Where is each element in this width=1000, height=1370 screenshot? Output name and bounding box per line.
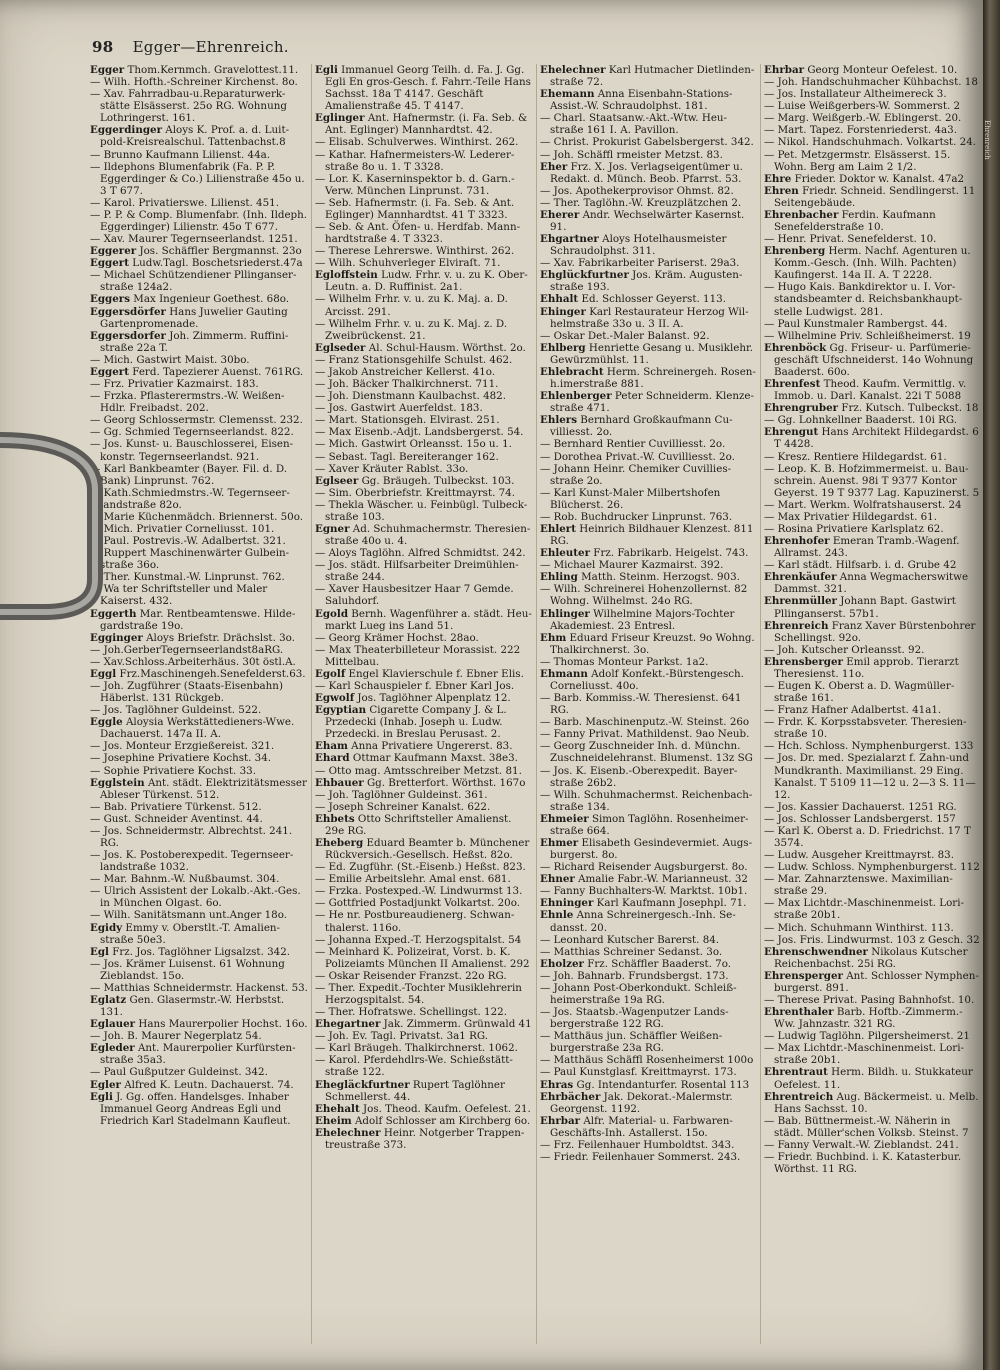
directory-entry: Ehhalt Ed. Schlosser Geyerst. 113. bbox=[540, 293, 726, 306]
directory-entry: Ehelechner Karl Hutmacher Dietlinden-straße 72. bbox=[540, 64, 755, 89]
directory-entry: Ehre Frieder. Doktor w. Kanalst. 47a2 bbox=[764, 172, 965, 185]
directory-entry: — Frzka. Postexped.-W. Lindwurmst 13. bbox=[315, 885, 523, 898]
directory-entry: Eham Anna Privatiere Ungererst. 83. bbox=[315, 740, 513, 753]
directory-entry: — Karl Bräugeh. Thalkirchnerst. 1062. bbox=[315, 1042, 518, 1055]
directory-entry: — Ther. Expedit.-Tochter Musiklehrerin Herzogspitalst. 54. bbox=[315, 981, 522, 1007]
directory-entry: — Therese Privat. Pasing Bahnhofst. 10. bbox=[764, 994, 975, 1007]
directory-entry: — Joh. Handschuhmacher Kühbachst. 18 bbox=[764, 76, 978, 89]
directory-entry: — Gottfried Postadjunkt Volkartst. 20o. bbox=[315, 897, 521, 910]
directory-entry: — Seb. Hafnermstr. (i. Fa. Seb. & Ant. Eglinger) Mannhardtst. 41 T 3323. bbox=[315, 196, 515, 221]
directory-entry: Ehrenhofer Emeran Tramb.-Wagenf. Allramst. 243. bbox=[764, 535, 960, 560]
directory-entry: — Ther. Kunstmal.-W. Linprunst. 762. bbox=[90, 571, 285, 584]
directory-entry: Eholzer Frz. Schäffler Baaderst. 7o. bbox=[540, 957, 732, 970]
directory-entry: — Xav.Schloss.Arbeiterhäus. 30t östl.A. bbox=[90, 655, 296, 668]
directory-entry: Ehrenkäufer Anna Wegmacherswitwe Dammst. 321. bbox=[764, 571, 969, 596]
directory-entry: Eggersdörfer Hans Juwelier Gauting Gartenpromenade. bbox=[90, 305, 288, 330]
directory-entry: — Wilh. Schuhmachermst. Reichenbach-straße 134. bbox=[540, 788, 753, 813]
directory-entry: — Wa ter Schriftsteller und Maler Kaiserst. 432. bbox=[90, 583, 268, 608]
directory-entry: — Joh.GerberTegernseerlandst8aRG. bbox=[90, 643, 284, 656]
column-divider bbox=[536, 64, 537, 1344]
directory-entry: Ehmann Adolf Konfekt.-Bürstengesch. Corneliusst. 40o. bbox=[540, 667, 744, 692]
directory-entry: Eggert Ludw.Tagl. Boschetsriederst.47a bbox=[90, 257, 303, 270]
directory-entry: — Max Eisenb.-Adjt. Landsbergerst. 54. bbox=[315, 426, 524, 439]
directory-entry: — Frdr. K. Korpsstabsveter. Theresien-straße 10. bbox=[764, 716, 967, 741]
directory-entry: — Xav. Maurer Tegernseerlandst. 1251. bbox=[90, 233, 298, 246]
directory-entry: Egwolf Jos. Taglöhner Alpenplatz 12. bbox=[315, 692, 511, 705]
directory-entry: Ehlberg Henriette Gesang u. Musiklehr. Gewürzmühlst. 11. bbox=[540, 341, 754, 366]
directory-entry: Ehelechner Heinr. Notgerber Trappen-treustraße 373. bbox=[315, 1126, 525, 1151]
directory-entry: — Mich. Gastwirt Maist. 30bo. bbox=[90, 353, 250, 366]
directory-entry: — Josephine Privatiere Kochst. 34. bbox=[90, 752, 272, 765]
directory-entry: — Sim. Oberbriefstr. Kreittmayrst. 74. bbox=[315, 486, 516, 499]
directory-entry: — Meinhard K. Polizeirat, Vorst. b. K. Polizeiamts München II Amalienst. 292 bbox=[315, 945, 530, 970]
directory-entry: Eher Frz. X. Jos. Verlagseigentümer u. Redakt. d. Münch. Beob. Pfarrst. 53. bbox=[540, 160, 743, 185]
directory-entry: — Karl städt. Hilfsarb. i. d. Grube 42 bbox=[764, 559, 957, 572]
directory-entry: Ehard Ottmar Kaufmann Maxst. 38e3. bbox=[315, 752, 518, 765]
directory-entry: — Bab. Büttnermeist.-W. Näherin in städt. Müller'schen Volksb. Steinst. 7 bbox=[764, 1114, 969, 1139]
directory-entry: Egloffstein Ludw. Frhr. v. u. zu K. Ober-Leutn. a. D. Ruffinist. 2a1. bbox=[315, 269, 528, 294]
directory-entry: Eggerer Jos. Schäffler Bergmannst. 23o bbox=[90, 245, 302, 258]
directory-entry: Egidy Emmy v. Oberstlt.-T. Amalien-straße 50e3. bbox=[90, 921, 281, 946]
directory-entry: — Jos. Kunst- u. Bauschlosserei, Eisen-konstr. Tegernseerlandst. 921. bbox=[90, 438, 294, 463]
directory-entry: — Frz. Privatier Kazmairst. 183. bbox=[90, 378, 259, 391]
paper-clip-icon bbox=[0, 430, 135, 620]
directory-entry: — Jos. Krämer Luisenst. 61 Wohnung Zieblandst. 15o. bbox=[90, 957, 285, 982]
directory-entry: — Jos. städt. Hilfsarbeiter Dreimühlen-straße 244. bbox=[315, 559, 519, 584]
directory-entry: — Matthäus Schäffl Rosenheimerst 100o bbox=[540, 1054, 754, 1067]
directory-entry: Ehner Amalie Fabr.-W. Marianneust. 32 bbox=[540, 873, 748, 886]
directory-entry: — Pet. Metzgermstr. Elsässerst. 15. Wohn. Berg am Laim 2 1/2. bbox=[764, 148, 951, 173]
directory-entry: Ehbauer Gg. Bretterfort. Wörthst. 167o bbox=[315, 776, 526, 789]
directory-entry: — Joseph Schreiner Kanalst. 622. bbox=[315, 800, 491, 813]
directory-entry: — Johann Post-Oberkondukt. Schleiß-heimerstraße 19a RG. bbox=[540, 981, 737, 1007]
directory-entry: — Friedr. Feilenhauer Sommerst. 243. bbox=[540, 1151, 741, 1164]
directory-entry: — Jos. Schlosser Landsbergerst. 157 bbox=[764, 812, 956, 825]
directory-entry: Ehrenböck Gg. Friseur- u. Parfümerie-geschäft Ufschneiderst. 14o Wohnung Baaderst. 60o. bbox=[764, 341, 974, 378]
directory-entry: — Rob. Buchdrucker Linprunst. 763. bbox=[540, 510, 733, 523]
directory-entry: — Joh. Bahnarb. Frundsbergst. 173. bbox=[540, 969, 729, 982]
directory-entry: Ehinger Karl Restaurateur Herzog Wil-helmstraße 33o u. 3 II. A. bbox=[540, 305, 749, 330]
directory-entry: Egolf Engel Klavierschule f. Ebner Elis. bbox=[315, 667, 524, 680]
directory-entry: Ehgartner Aloys Hotelhausmeister Schraudolphst. 311. bbox=[540, 233, 727, 258]
directory-entry: Ehglückfurtner Jos. Kräm. Augusten-straße 193. bbox=[540, 269, 743, 294]
directory-entry: — Jos. Staatsb.-Wagenputzer Lands-bergerstraße 122 RG. bbox=[540, 1006, 729, 1031]
directory-entry: — Mich. Schuhmann Winthirst. 113. bbox=[764, 921, 954, 934]
directory-entry: — Joh. Taglöhner Guldeinst. 361. bbox=[315, 788, 488, 801]
directory-entry: Ehegläckfurtner Rupert Taglöhner Schmellerst. 44. bbox=[315, 1078, 505, 1103]
directory-entry: — He nr. Postbureaudienerg. Schwan-thalerst. 116o. bbox=[315, 909, 515, 934]
directory-entry: — Paul Kunstglasf. Kreittmayrst. 173. bbox=[540, 1066, 737, 1079]
directory-entry: — Max Privatier Hildegardst. 61. bbox=[764, 510, 937, 523]
directory-entry: — Karol. Privatierswe. Lilienst. 451. bbox=[90, 196, 279, 209]
directory-entry: — Xaver Kräuter Rablst. 33o. bbox=[315, 462, 469, 475]
directory-entry: Egli J. Gg. offen. Handelsges. Inhaber Immanuel Georg Andreas Egli und Friedrich Karl Stadelmann Kaufleut. bbox=[90, 1090, 291, 1127]
directory-entry: Ehling Matth. Steinm. Herzogst. 903. bbox=[540, 571, 740, 584]
directory-entry: — Gg. Lohnkellner Baaderst. 10i RG. bbox=[764, 414, 958, 427]
directory-entry: — Barb. Maschinenputz.-W. Steinst. 26o bbox=[540, 716, 750, 729]
column-2 bbox=[315, 64, 533, 1354]
directory-entry: Eherer Andr. Wechselwärter Kasernst. 91. bbox=[540, 208, 745, 234]
directory-entry: — Kathar. Hafnermeisters-W. Lederer-straße 8o u. 1. T 3328. bbox=[315, 148, 515, 173]
directory-entry: — Ther. Taglöhn.-W. Kreuzplätzchen 2. bbox=[540, 196, 742, 209]
directory-entry: — Wilh. Sanitätsmann unt.Anger 18o. bbox=[90, 909, 288, 922]
edge-text: Ehrenreich bbox=[983, 120, 991, 160]
directory-entry: Ehlinger Wilhelmine Majors-Tochter Akademiest. 23 Entresl. bbox=[540, 607, 735, 632]
directory-entry: — Michael Schützendiener Pllinganser-straße 124a2. bbox=[90, 269, 297, 294]
directory-entry: — Jos. Gastwirt Auerfeldst. 183. bbox=[315, 402, 483, 415]
directory-entry: Ehm Eduard Friseur Kreuzst. 9o Wohng. Thalkirchnerst. 3o. bbox=[540, 631, 755, 656]
directory-entry: — Hch. Schloss. Nymphenburgerst. 133 bbox=[764, 740, 974, 753]
directory-entry: — Johann Heinr. Chemiker Cuvillies-straße 2o. bbox=[540, 462, 732, 487]
directory-entry: Egleder Ant. Maurerpolier Kurfürsten-straße 35a3. bbox=[90, 1042, 296, 1067]
directory-entry: — Johanna Exped.-T. Herzogspitalst. 54 bbox=[315, 933, 522, 946]
directory-entry: Ehlebracht Herm. Schreinergeh. Rosen-h.imerstraße 881. bbox=[540, 365, 756, 391]
column-divider bbox=[760, 64, 761, 1344]
directory-entry: Eggerth Mar. Rentbeamtenswe. Hilde-gardstraße 19o. bbox=[90, 607, 296, 632]
directory-entry: — Charl. Staatsanw.-Akt.-Wtw. Heu-straße 161 I. A. Pavillon. bbox=[540, 112, 728, 137]
directory-entry: — Gg. Schmied Tegernseerlandst. 822. bbox=[90, 426, 294, 439]
directory-entry: Eglatz Gen. Glasermstr.-W. Herbstst. 131. bbox=[90, 994, 285, 1019]
directory-entry: — Mart. Stationsgeh. Elvirast. 251. bbox=[315, 414, 500, 427]
page-title: Egger—Ehrenreich. bbox=[132, 38, 289, 56]
directory-entry: — Ildephons Blumenfabrik (Fa. P. P. Eggerdinger & Co.) Lilienstraße 45o u. 3 T 677. bbox=[90, 160, 305, 197]
directory-entry: — Mart. Tapez. Forstenriederst. 4a3. bbox=[764, 124, 957, 137]
directory-entry: — Kath.Schmiedmstrs.-W. Tegernseer-landstraße 82o. bbox=[90, 486, 290, 511]
directory-entry: — Oskar Det.-Maler Balanst. 92. bbox=[540, 329, 710, 342]
directory-entry: — Emilie Arbeitslehr. Amal enst. 681. bbox=[315, 873, 511, 886]
directory-entry: — Therese Lehrerswe. Winthirst. 262. bbox=[315, 245, 515, 258]
directory-entry: — Ludw. Ausgeher Kreittmayrst. 83. bbox=[764, 849, 954, 862]
directory-entry: — Matthias Schreiner Sedanst. 3o. bbox=[540, 945, 723, 958]
directory-entry: — P. P. & Comp. Blumenfabr. (Inh. Ildeph. Eggerdinger) Lilienstr. 45o T 677. bbox=[90, 208, 308, 234]
directory-entry: — Brunno Kaufmann Lilienst. 44a. bbox=[90, 148, 271, 161]
directory-entry: — Karl Bankbeamter (Bayer. Fil. d. D. Bank) Linprunst. 762. bbox=[90, 462, 288, 487]
directory-entry: — Sophie Privatiere Kochst. 33. bbox=[90, 764, 256, 777]
directory-entry: Eglseer Gg. Bräugeh. Tulbeckst. 103. bbox=[315, 474, 515, 487]
directory-entry: Ehrengut Hans Architekt Hildegardst. 6 T 4428. bbox=[764, 426, 979, 451]
directory-entry: — Nikol. Handschuhmach. Volkartst. 24. bbox=[764, 136, 977, 149]
directory-entry: — Jos. Dr. med. Spezialarzt f. Zahn-und Mundkranth. Maximilianst. 29 Eing. Kanalst. T 5109 11—12 u. 2—3 S. 11—12. bbox=[764, 752, 976, 801]
directory-entry: — Marie Küchenmädch. Briennerst. 50o. bbox=[90, 510, 304, 523]
directory-entry: — Ruppert Maschinenwärter Gulbein-straße 36o. bbox=[90, 547, 290, 572]
directory-entry: — Matthias Schneidermstr. Hackenst. 53. bbox=[90, 981, 308, 994]
directory-entry: — Christ. Prokurist Gabelsbergerst. 342. bbox=[540, 136, 754, 149]
directory-entry: Ehrenbacher Ferdin. Kaufmann Senefelderstraße 10. bbox=[764, 208, 936, 234]
directory-entry: Ehrenmüller Johann Bapt. Gastwirt Pllinganserst. 57b1. bbox=[764, 595, 956, 620]
directory-entry: — Oskar Reisender Franzst. 22o RG. bbox=[315, 969, 507, 982]
directory-entry: Eggl Frz.Maschinengeh.Senefelderst.63. bbox=[90, 667, 306, 680]
directory-entry: — Paul Kunstmaler Rambergst. 44. bbox=[764, 317, 948, 330]
directory-entry: Ehninger Karl Kaufmann Josephpl. 71. bbox=[540, 897, 747, 910]
directory-entry: Egl Frz. Jos. Taglöhner Ligsalzst. 342. bbox=[90, 945, 291, 958]
directory-entry: Ehras Gg. Intendanturfer. Rosental 113 bbox=[540, 1078, 750, 1091]
directory-entry: — Otto mag. Amtsschreiber Metzst. 81. bbox=[315, 764, 522, 777]
directory-entry: Eglinger Ant. Hafnermstr. (i. Fa. Seb. & Ant. Eglinger) Mannhardtst. 42. bbox=[315, 112, 528, 137]
directory-entry: — Xaver Hausbesitzer Haar 7 Gemde. Saluhdorf. bbox=[315, 583, 514, 608]
directory-entry: Egold Bernh. Wagenführer a. städt. Heu-markt Lueg ins Land 51. bbox=[315, 607, 532, 632]
directory-entry: Eggers Max Ingenieur Goethest. 68o. bbox=[90, 293, 290, 306]
directory-entry: — Sebast. Tagl. Bereiteranger 162. bbox=[315, 450, 499, 463]
directory-entry: — Kresz. Rentiere Hildegardst. 61. bbox=[764, 450, 947, 463]
directory-entry: Ehlert Heinrich Bildhauer Klenzest. 811 RG. bbox=[540, 522, 754, 548]
directory-entry: — Franz Hafner Adalbertst. 41a1. bbox=[764, 704, 942, 717]
directory-entry: — Karl Schauspieler f. Ebner Karl Jos. bbox=[315, 679, 515, 692]
directory-entry: Ehrenberg Herm. Nachf. Agenturen u. Komm.-Gesch. (Inh. Wilh. Pachten) Kaufingerst. 14a II. A. T 2228. bbox=[764, 245, 971, 282]
directory-entry: — Ulrich Assistent der Lokalb.-Akt.-Ges. in München Olgast. 6o. bbox=[90, 885, 301, 910]
directory-entry: — Wilhelmine Priv. Schleißheimerst. 19 bbox=[764, 329, 971, 342]
directory-entry: — Wilhelm Frhr. v. u. zu K. Maj. z. D. Zweibrückenst. 21. bbox=[315, 317, 508, 342]
directory-entry: — Jos. Monteur Erzgießereist. 321. bbox=[90, 740, 275, 753]
directory-entry: — Joh. Zugführer (Staats-Eisenbahn) Häberlst. 131 Rückgeb. bbox=[90, 679, 283, 705]
directory-entry: — Barb. Kommiss.-W. Theresienst. 641 RG. bbox=[540, 692, 742, 717]
directory-entry: Eheberg Eduard Beamter b. Münchener Rückversich.-Gesellsch. Heßst. 82o. bbox=[315, 837, 530, 862]
directory-entry: — Gust. Schneider Aventinst. 44. bbox=[90, 812, 263, 825]
directory-entry: — Mart. Werkm. Wolfratshauserst. 24 bbox=[764, 498, 962, 511]
directory-entry: — Luise Weißgerbers-W. Sommerst. 2 bbox=[764, 100, 961, 113]
directory-entry: Ehrensberger Emil approb. Tierarzt Theresienst. 11o. bbox=[764, 655, 959, 680]
directory-entry: Ehrbar Georg Monteur Oefelest. 10. bbox=[764, 64, 958, 76]
directory-entry: — Jos. K. Eisenb.-Oberexpedit. Bayer-straße 26b2. bbox=[540, 764, 738, 789]
directory-entry: — Xav. Fahrradbau-u.Reparaturwerk-stätte Elsässerst. 25o RG. Wohnung Lothringerst. 161. bbox=[90, 88, 287, 125]
directory-entry: — Fanny Verwalt.-W. Zieblandst. 241. bbox=[764, 1138, 959, 1151]
directory-entry: — Michael Maurer Kazmairst. 392. bbox=[540, 559, 724, 572]
directory-entry: Ehlenberger Peter Schneiderm. Klenze-straße 471. bbox=[540, 390, 754, 415]
directory-entry: Egger Thom.Kernmch. Gravelottest.11. bbox=[90, 64, 299, 76]
directory-entry: — Joh. Ev. Tagl. Privatst. 3a1 RG. bbox=[315, 1030, 488, 1043]
directory-entry: — Frzka. Pflasterermstrs.-W. Weißen-Hdlr. Freibadst. 202. bbox=[90, 390, 285, 415]
directory-entry: — Joh. Dienstmann Kaulbachst. 482. bbox=[315, 390, 506, 403]
directory-entry: — Dorothea Privat.-W. Cuvilliesst. 2o. bbox=[540, 450, 735, 463]
directory-entry: Ehrenthaler Barb. Hoftb.-Zimmerm.-Ww. Jahnzastr. 321 RG. bbox=[764, 1006, 963, 1031]
column-3 bbox=[540, 64, 758, 1354]
directory-entry: Egglstein Ant. städt. Elektrizitätsmesser Ableser Türkenst. 512. bbox=[90, 776, 307, 801]
directory-entry: — Jos. Schneidermstr. Albrechtst. 241. RG. bbox=[90, 824, 293, 849]
directory-entry: — Karl K. Oberst a. D. Friedrichst. 17 T 3574. bbox=[764, 824, 971, 849]
directory-entry: — Fanny Buchhalters-W. Marktst. 10b1. bbox=[540, 885, 748, 898]
directory-entry: — Paul. Postrevis.-W. Adalbertst. 321. bbox=[90, 535, 286, 548]
directory-entry: — Paul Gußputzer Guldeinst. 342. bbox=[90, 1066, 268, 1079]
directory-entry: Ehrenfest Theod. Kaufm. Vermittlg. v. Immob. u. Darl. Kanalst. 22i T 5088 bbox=[764, 378, 967, 403]
directory-entry: Eggersdorfer Joh. Zimmerm. Ruffini-straße 22a T. bbox=[90, 329, 289, 354]
directory-entry: — Ther. Hofratswe. Schellingst. 122. bbox=[315, 1006, 507, 1019]
directory-entry: Ehren Friedr. Schneid. Sendlingerst. 11 Seitengebäude. bbox=[764, 184, 976, 209]
directory-entry: Egyptian Cigarette Company J. & L. Przedecki (Inhab. Joseph u. Ludw. Przedecki. in Breslau Perusast. 2. bbox=[315, 704, 507, 741]
directory-entry: — Max Lichtdr.-Maschinenmeist. Lori-straße 20b1. bbox=[764, 897, 964, 922]
adjacent-page-edge bbox=[983, 0, 1000, 1370]
directory-entry: — Lor. K. Kaserninspektor b. d. Garn.-Verw. München Linprunst. 731. bbox=[315, 172, 515, 197]
directory-entry: — Bernhard Rentier Cuvilliesst. 2o. bbox=[540, 438, 726, 451]
directory-entry: — Hugo Kais. Bankdirektor u. I. Vor-standsbeamter d. Reichsbankhaupt-stelle Ludwigst. 281. bbox=[764, 281, 963, 318]
directory-entry: — Karl Kunst-Maler Milbertshofen Blücherst. 26. bbox=[540, 486, 721, 511]
page-header bbox=[92, 38, 289, 56]
directory-entry: Ehrenschwendner Nikolaus Kutscher Reichenbachst. 25i RG. bbox=[764, 945, 968, 970]
directory-entry: — Joh. Schäffl rmeister Metzst. 83. bbox=[540, 148, 723, 161]
directory-entry: Ehrentraut Herm. Bildh. u. Stukkateur Oefelest. 11. bbox=[764, 1066, 973, 1091]
page-number: 98 bbox=[92, 38, 114, 56]
directory-entry: — Aloys Taglöhn. Alfred Schmidtst. 242. bbox=[315, 547, 526, 560]
directory-entry: — Frz. Feilenhauer Humboldtst. 343. bbox=[540, 1138, 735, 1151]
directory-entry: — Bab. Privatiere Türkenst. 512. bbox=[90, 800, 262, 813]
directory-entry: Eggerdinger Aloys K. Prof. a. d. Luit-pold-Kreisrealschul. Tattenbachst.8 bbox=[90, 124, 290, 149]
column-divider bbox=[311, 64, 312, 1344]
directory-entry: Ehehalt Jos. Theod. Kaufm. Oefelest. 21. bbox=[315, 1102, 531, 1115]
directory-entry: — Karol. Pferdehdlrs-We. Schießstätt-straße 122. bbox=[315, 1054, 513, 1079]
directory-entry: Ehrbar Alfr. Material- u. Farbwaren-Geschäfts-Inh. Astallerst. 15o. bbox=[540, 1114, 733, 1139]
directory-entry: — Leonhard Kutscher Barerst. 84. bbox=[540, 933, 720, 946]
directory-entry: Eglseder Al. Schul-Hausm. Wörthst. 2o. bbox=[315, 341, 526, 354]
directory-entry: — Jakob Anstreicher Kellerst. 41o. bbox=[315, 365, 496, 378]
directory-entry: — Wilh. Schuhverleger Elviraſt. 71. bbox=[315, 257, 501, 270]
directory-entry: — Jos. Kassier Dachauerst. 1251 RG. bbox=[764, 800, 957, 813]
directory-entry: — Jos. Fris. Lindwurmst. 103 z Gesch. 32 bbox=[764, 933, 980, 946]
directory-entry: — Wilhelm Frhr. v. u. zu K. Maj. a. D. Arcisst. 291. bbox=[315, 293, 508, 318]
directory-entry: — Joh. Bäcker Thalkirchnerst. 711. bbox=[315, 378, 499, 391]
directory-entry: Ehbets Otto Schriftsteller Amalienst. 29e RG. bbox=[315, 812, 512, 837]
directory-entry: — Thomas Monteur Parkst. 1a2. bbox=[540, 655, 709, 668]
directory-entry: — Fanny Privat. Mathildenst. 9ao Neub. bbox=[540, 728, 750, 741]
directory-entry: — Ludwig Taglöhn. Pilgersheimerst. 21 bbox=[764, 1030, 970, 1043]
directory-entry: — Franz Stationsgehilfe Schulst. 462. bbox=[315, 353, 513, 366]
directory-entry: — Seb. & Ant. Öfen- u. Herdfab. Mann-hardtstraße 4. T 3323. bbox=[315, 221, 521, 246]
directory-entry: — Joh. Kutscher Orleansst. 92. bbox=[764, 643, 925, 656]
directory-entry: — Wilh. Hofth.-Schreiner Kirchenst. 8o. bbox=[90, 76, 298, 89]
directory-entry: — Xav. Fabrikarbeiter Pariserst. 29a3. bbox=[540, 257, 740, 270]
directory-entry: — Ed. Zugführ. (St.-Eisenb.) Heßst. 823. bbox=[315, 861, 526, 874]
directory-entry: Ehrentreich Aug. Bäckermeist. u. Melb. Hans Sachsst. 10. bbox=[764, 1090, 979, 1115]
directory-entry: Ehrenreich Franz Xaver Bürstenbohrer Schellingst. 92o. bbox=[764, 619, 976, 644]
directory-entry: — Marg. Weißgerb.-W. Eblingerst. 20. bbox=[764, 112, 962, 125]
directory-entry: — Jos. Taglöhner Guldeinst. 522. bbox=[90, 704, 262, 717]
directory-entry: Egler Alfred K. Leutn. Dachauerst. 74. bbox=[90, 1078, 294, 1091]
directory-entry: Eggle Aloysia Werkstättedieners-Wwe. Dachauerst. 147a II. A. bbox=[90, 716, 295, 741]
directory-entry: — Max Theaterbilleteur Morassist. 222 Mittelbau. bbox=[315, 643, 521, 668]
directory-entry: — Friedr. Buchbind. i. K. Katasterbur. Wörthst. 11 RG. bbox=[764, 1151, 962, 1176]
directory-entry: — Georg Schlossermstr. Clemensst. 232. bbox=[90, 414, 303, 427]
directory-entry: Egner Ad. Schuhmachermstr. Theresien-straße 40o u. 4. bbox=[315, 522, 531, 548]
directory-entry: — Mich. Gastwirt Orleansst. 15o u. 1. bbox=[315, 438, 512, 451]
directory-entry: Ehlers Bernhard Großkaufmann Cu-villiesst. 2o. bbox=[540, 414, 733, 439]
directory-entry: — Matthäus jun. Schäffler Weißen-burgerstraße 23a RG. bbox=[540, 1030, 723, 1055]
directory-entry: — Max Lichtdr.-Maschinenmeist. Lori-straße 20b1. bbox=[764, 1042, 964, 1067]
directory-entry: Ehegartner Jak. Zimmerm. Grünwald 41 bbox=[315, 1018, 532, 1031]
directory-entry: — Eugen K. Oberst a. D. Wagmüller-straße 161. bbox=[764, 679, 955, 705]
directory-entry: Ehmeier Simon Taglöhn. Rosenheimer-straße 664. bbox=[540, 812, 749, 837]
directory-entry: — Mich. Privatier Corneliusst. 101. bbox=[90, 522, 275, 535]
directory-entry: — Georg Zuschneider Inh. d. Münchn. Zuschneidelehranst. Blumenst. 13z SG bbox=[540, 740, 753, 765]
directory-entry: Ehemann Anna Eisenbahn-Stations-Assist.-W. Schraudolphst. 181. bbox=[540, 88, 733, 113]
column-1 bbox=[90, 64, 308, 1354]
column-4 bbox=[764, 64, 982, 1354]
directory-entry: — Jos. K. Postoberexpedit. Tegernseer-landstraße 1032. bbox=[90, 849, 294, 874]
directory-entry: Ehrensperger Ant. Schlosser Nymphen-burgerst. 891. bbox=[764, 969, 979, 994]
directory-entry: — Mar. Bahnm.-W. Nußbaumst. 304. bbox=[90, 873, 280, 886]
directory-entry: Ehleuter Frz. Fabrikarb. Heigelst. 743. bbox=[540, 547, 749, 560]
directory-entry: — Georg Krämer Hochst. 28ao. bbox=[315, 631, 479, 644]
directory-entry: — Richard Reisender Augsburgerst. 8o. bbox=[540, 861, 748, 874]
directory-entry: Eheim Adolf Schlosser am Kirchberg 6o. bbox=[315, 1114, 531, 1127]
directory-entry: — Rosina Privatiere Karlsplatz 62. bbox=[764, 522, 944, 535]
directory-entry: Eggert Ferd. Tapezierer Auenst. 761RG. bbox=[90, 365, 304, 378]
directory-entry: — Thekla Wäscher. u. Feinbügl. Tulbeck-straße 103. bbox=[315, 498, 528, 523]
directory-entry: — Joh. B. Maurer Negerplatz 54. bbox=[90, 1030, 262, 1043]
directory-entry: Egginger Aloys Briefstr. Drächslst. 3o. bbox=[90, 631, 295, 644]
directory-entry: — Elisab. Schulverwes. Winthirst. 262. bbox=[315, 136, 519, 149]
directory-entry: — Mar. Zahnarztenswe. Maximilian-straße 29. bbox=[764, 873, 953, 898]
directory-entry: — Wilh. Schreinerei Hohenzollernst. 82 Wohng. Wilhelmst. 24o RG. bbox=[540, 583, 748, 608]
directory-entry: — Henr. Privat. Senefelderst. 10. bbox=[764, 233, 937, 246]
directory-entry: Ehrengruber Frz. Kutsch. Tulbeckst. 18 bbox=[764, 402, 979, 415]
directory-entry: — Jos. Installateur Altheimereck 3. bbox=[764, 88, 947, 101]
directory-entry: Egli Immanuel Georg Teilh. d. Fa. J. Gg. Egli En gros-Gesch. f. Fahrr.-Teile Hans Sachsst. 18a T 4147. Geschäft Amalienstraße 45. T 4147. bbox=[315, 64, 531, 113]
directory-entry: Ehrbächer Jak. Dekorat.-Malermstr. Georgenst. 1192. bbox=[540, 1090, 733, 1115]
directory-entry: Ehmer Elisabeth Gesindevermiet. Augs-burgerst. 8o. bbox=[540, 837, 753, 862]
directory-entry: Eglauer Hans Maurerpolier Hochst. 16o. bbox=[90, 1018, 308, 1031]
directory-entry: Ehnle Anna Schreinergesch.-Inh. Se-dansst. 20. bbox=[540, 909, 736, 934]
directory-entry: — Ludw. Schloss. Nymphenburgerst. 112 bbox=[764, 861, 980, 874]
directory-entry: — Jos. Apothekerprovisor Ohmst. 82. bbox=[540, 184, 734, 197]
directory-entry: — Leop. K. B. Hofzimmermeist. u. Bau-schrein. Auenst. 98i T 9377 Kontor Geyerst. 19 T 9377 Lag. Kapuzinerst. 5 bbox=[764, 462, 980, 499]
